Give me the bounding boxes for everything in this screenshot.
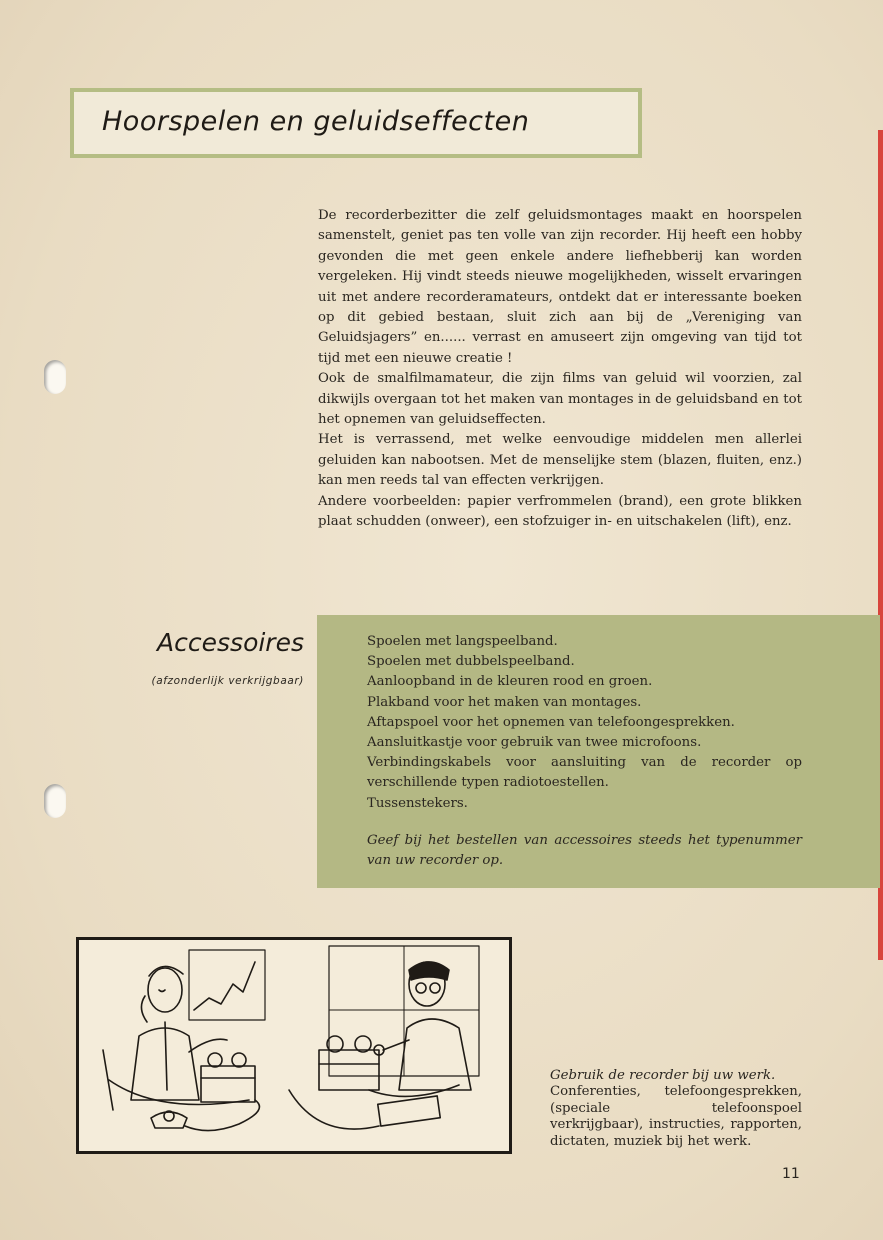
accessory-item: Tussenstekers. (367, 795, 468, 811)
title-box (70, 88, 642, 158)
punch-hole-bottom (44, 784, 66, 818)
accessories-list (367, 632, 802, 814)
accessory-item: Verbindingskabels voor aansluiting van de recorder op verschillende typen radiotoestellen. (367, 755, 802, 791)
accessories-subtitle: (afzonderlijk verkrijgbaar) (151, 675, 304, 687)
accessory-item: Spoelen met dubbelspeelband. (367, 654, 575, 670)
intro-paragraph: Ook de smalfilmamateur, die zijn films van geluid wil voorzien, zal dikwijls overgaan tot het maken van montages in de geluidsband en tot het opnemen van geluidseffecten. (318, 371, 802, 428)
intro-text (318, 206, 802, 533)
page-number: 11 (782, 1166, 800, 1182)
intro-paragraph: Andere voorbeelden: papier verfrommelen (brand), een grote blikken plaat schudden (onweer), een stofzuiger in- en uitschakelen (lift), enz. (318, 493, 802, 530)
tape-recorder-left (201, 1053, 255, 1102)
punch-hole-top (44, 360, 66, 394)
man-dictating-figure (329, 946, 479, 1096)
tape-recorder-right (289, 1036, 440, 1129)
intro-paragraph: Het is verrassend, met welke eenvoudige middelen men allerlei geluiden kan nabootsen. Met de menselijke stem (blazen, fluiten, enz.) kan men reeds tal van effecten verkrijgen. (318, 432, 802, 489)
caption-heading: Gebruik de recorder bij uw werk. (550, 1068, 776, 1083)
accessory-item: Aanloopband in de kleuren rood en groen. (367, 674, 653, 690)
accessory-item: Plakband voor het maken van montages. (367, 694, 642, 710)
accessories-note: Geef bij het bestellen van accessoires steeds het typenummer van uw recorder op. (367, 833, 802, 869)
page-title: Hoorspelen en geluidseffecten (102, 106, 530, 137)
illustration-caption (550, 1068, 802, 1150)
accessories-panel (317, 615, 880, 888)
intro-paragraph: De recorderbezitter die zelf geluidsmontages maakt en hoorspelen samenstelt, geniet pas ten volle van zijn recorder. Hij heeft een hobby gevonden die met geen enkele andere liefhebberij kan worden vergeleken. Hij vindt steeds nieuwe mogelijkheden, wisselt ervaringen uit met andere recorderamateurs, ontdekt dat er interessante boeken op dit gebied bestaan, sluit zich aan bij de „Vereniging van Geluidsjagers” en...... verrast en amuseert zijn omgeving van tijd tot tijd met een nieuwe creatie ! (318, 208, 802, 366)
illustration-frame (76, 937, 512, 1154)
office-illustration (79, 940, 509, 1151)
accessory-item: Spoelen met langspeelband. (367, 634, 558, 649)
accessory-item: Aftapspoel voor het opnemen van telefoongesprekken. (367, 714, 735, 730)
man-on-phone-figure (103, 950, 265, 1110)
accessory-item: Aansluitkastje voor gebruik van twee microfoons. (367, 735, 702, 751)
accessories-title: Accessoires (157, 628, 304, 657)
caption-body: Conferenties, telefoongesprekken, (speciale telefoonspoel verkrijgbaar), instructies, rapporten, dictaten, muziek bij het werk. (550, 1084, 802, 1149)
